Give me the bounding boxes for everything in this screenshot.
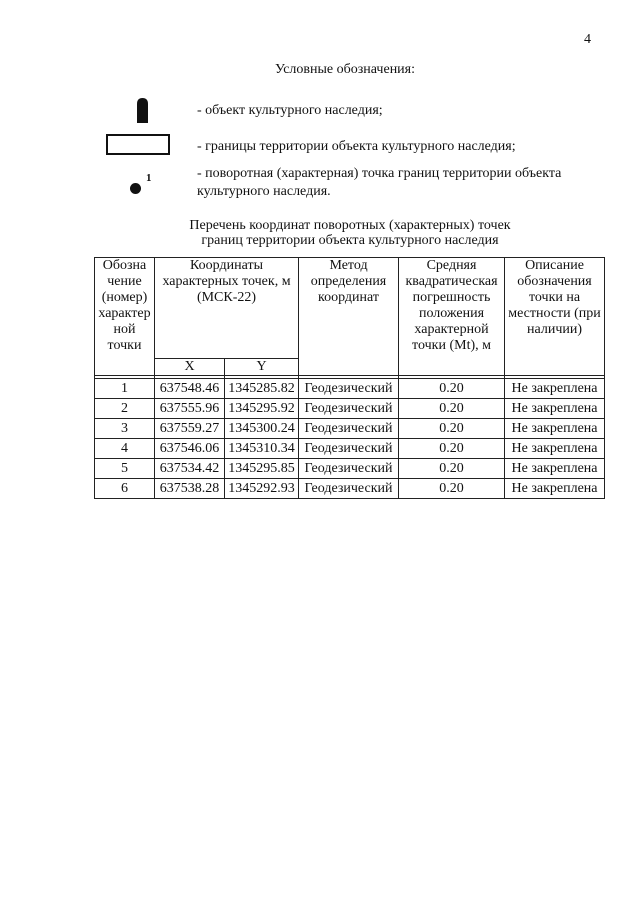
cell-number: 5 <box>95 459 155 479</box>
cell-x: 637548.46 <box>155 379 225 399</box>
cell-y: 1345300.24 <box>225 419 299 439</box>
turning-point-number: 1 <box>146 172 152 184</box>
cell-y: 1345292.93 <box>225 479 299 499</box>
legend-title: Условные обозначения: <box>274 62 416 77</box>
cell-error: 0.20 <box>399 479 505 499</box>
cell-description: Не закреплена <box>505 459 605 479</box>
cell-x: 637559.27 <box>155 419 225 439</box>
cell-method: Геодезический <box>299 419 399 439</box>
cell-method: Геодезический <box>299 459 399 479</box>
cell-description: Не закреплена <box>505 439 605 459</box>
page-number: 4 <box>584 32 591 47</box>
cell-method: Геодезический <box>299 379 399 399</box>
header-description: Описание обозначения точки на местности (при наличии) <box>505 258 605 376</box>
cell-method: Геодезический <box>299 399 399 419</box>
cell-number: 4 <box>95 439 155 459</box>
cell-error: 0.20 <box>399 379 505 399</box>
cell-description: Не закреплена <box>505 419 605 439</box>
table-row <box>95 379 605 399</box>
cell-x: 637538.28 <box>155 479 225 499</box>
table-row <box>95 479 605 499</box>
turning-point-icon <box>130 183 141 194</box>
table-row <box>95 399 605 419</box>
cell-y: 1345295.85 <box>225 459 299 479</box>
legend-item-point: - поворотная (характерная) точка границ территории объекта культурного наследия. <box>197 166 562 199</box>
cell-error: 0.20 <box>399 419 505 439</box>
table-title <box>140 218 560 248</box>
header-x: X <box>155 359 225 376</box>
header-designation: Обозна чение (номер) характер ной точки <box>95 258 155 376</box>
territory-border-icon <box>106 134 170 155</box>
table-title-line-1: Перечень координат поворотных (характерных) точек <box>189 218 511 233</box>
cell-error: 0.20 <box>399 439 505 459</box>
cell-y: 1345310.34 <box>225 439 299 459</box>
cell-y: 1345285.82 <box>225 379 299 399</box>
table-row <box>95 419 605 439</box>
cell-description: Не закреплена <box>505 479 605 499</box>
legend-item-object: - объект культурного наследия; <box>197 103 383 118</box>
cell-x: 637546.06 <box>155 439 225 459</box>
header-error: Средняя квадратическая погрешность положения характерной точки (Mt), м <box>399 258 505 376</box>
table-row <box>95 439 605 459</box>
cell-number: 6 <box>95 479 155 499</box>
header-coordinates: Координаты характерных точек, м (МСК-22) <box>155 258 299 359</box>
cell-y: 1345295.92 <box>225 399 299 419</box>
cell-number: 1 <box>95 379 155 399</box>
cell-number: 3 <box>95 419 155 439</box>
cell-description: Не закреплена <box>505 399 605 419</box>
legend-item-border: - границы территории объекта культурного наследия; <box>197 139 516 154</box>
coordinates-table <box>94 257 605 499</box>
cell-error: 0.20 <box>399 459 505 479</box>
header-y: Y <box>225 359 299 376</box>
table-title-line-2: границ территории объекта культурного наследия <box>201 233 499 248</box>
cell-error: 0.20 <box>399 399 505 419</box>
cell-x: 637555.96 <box>155 399 225 419</box>
cell-x: 637534.42 <box>155 459 225 479</box>
table-row <box>95 459 605 479</box>
cell-description: Не закреплена <box>505 379 605 399</box>
header-method: Метод определения координат <box>299 258 399 376</box>
cell-number: 2 <box>95 399 155 419</box>
cultural-heritage-object-icon <box>136 98 149 123</box>
cell-method: Геодезический <box>299 479 399 499</box>
cell-method: Геодезический <box>299 439 399 459</box>
